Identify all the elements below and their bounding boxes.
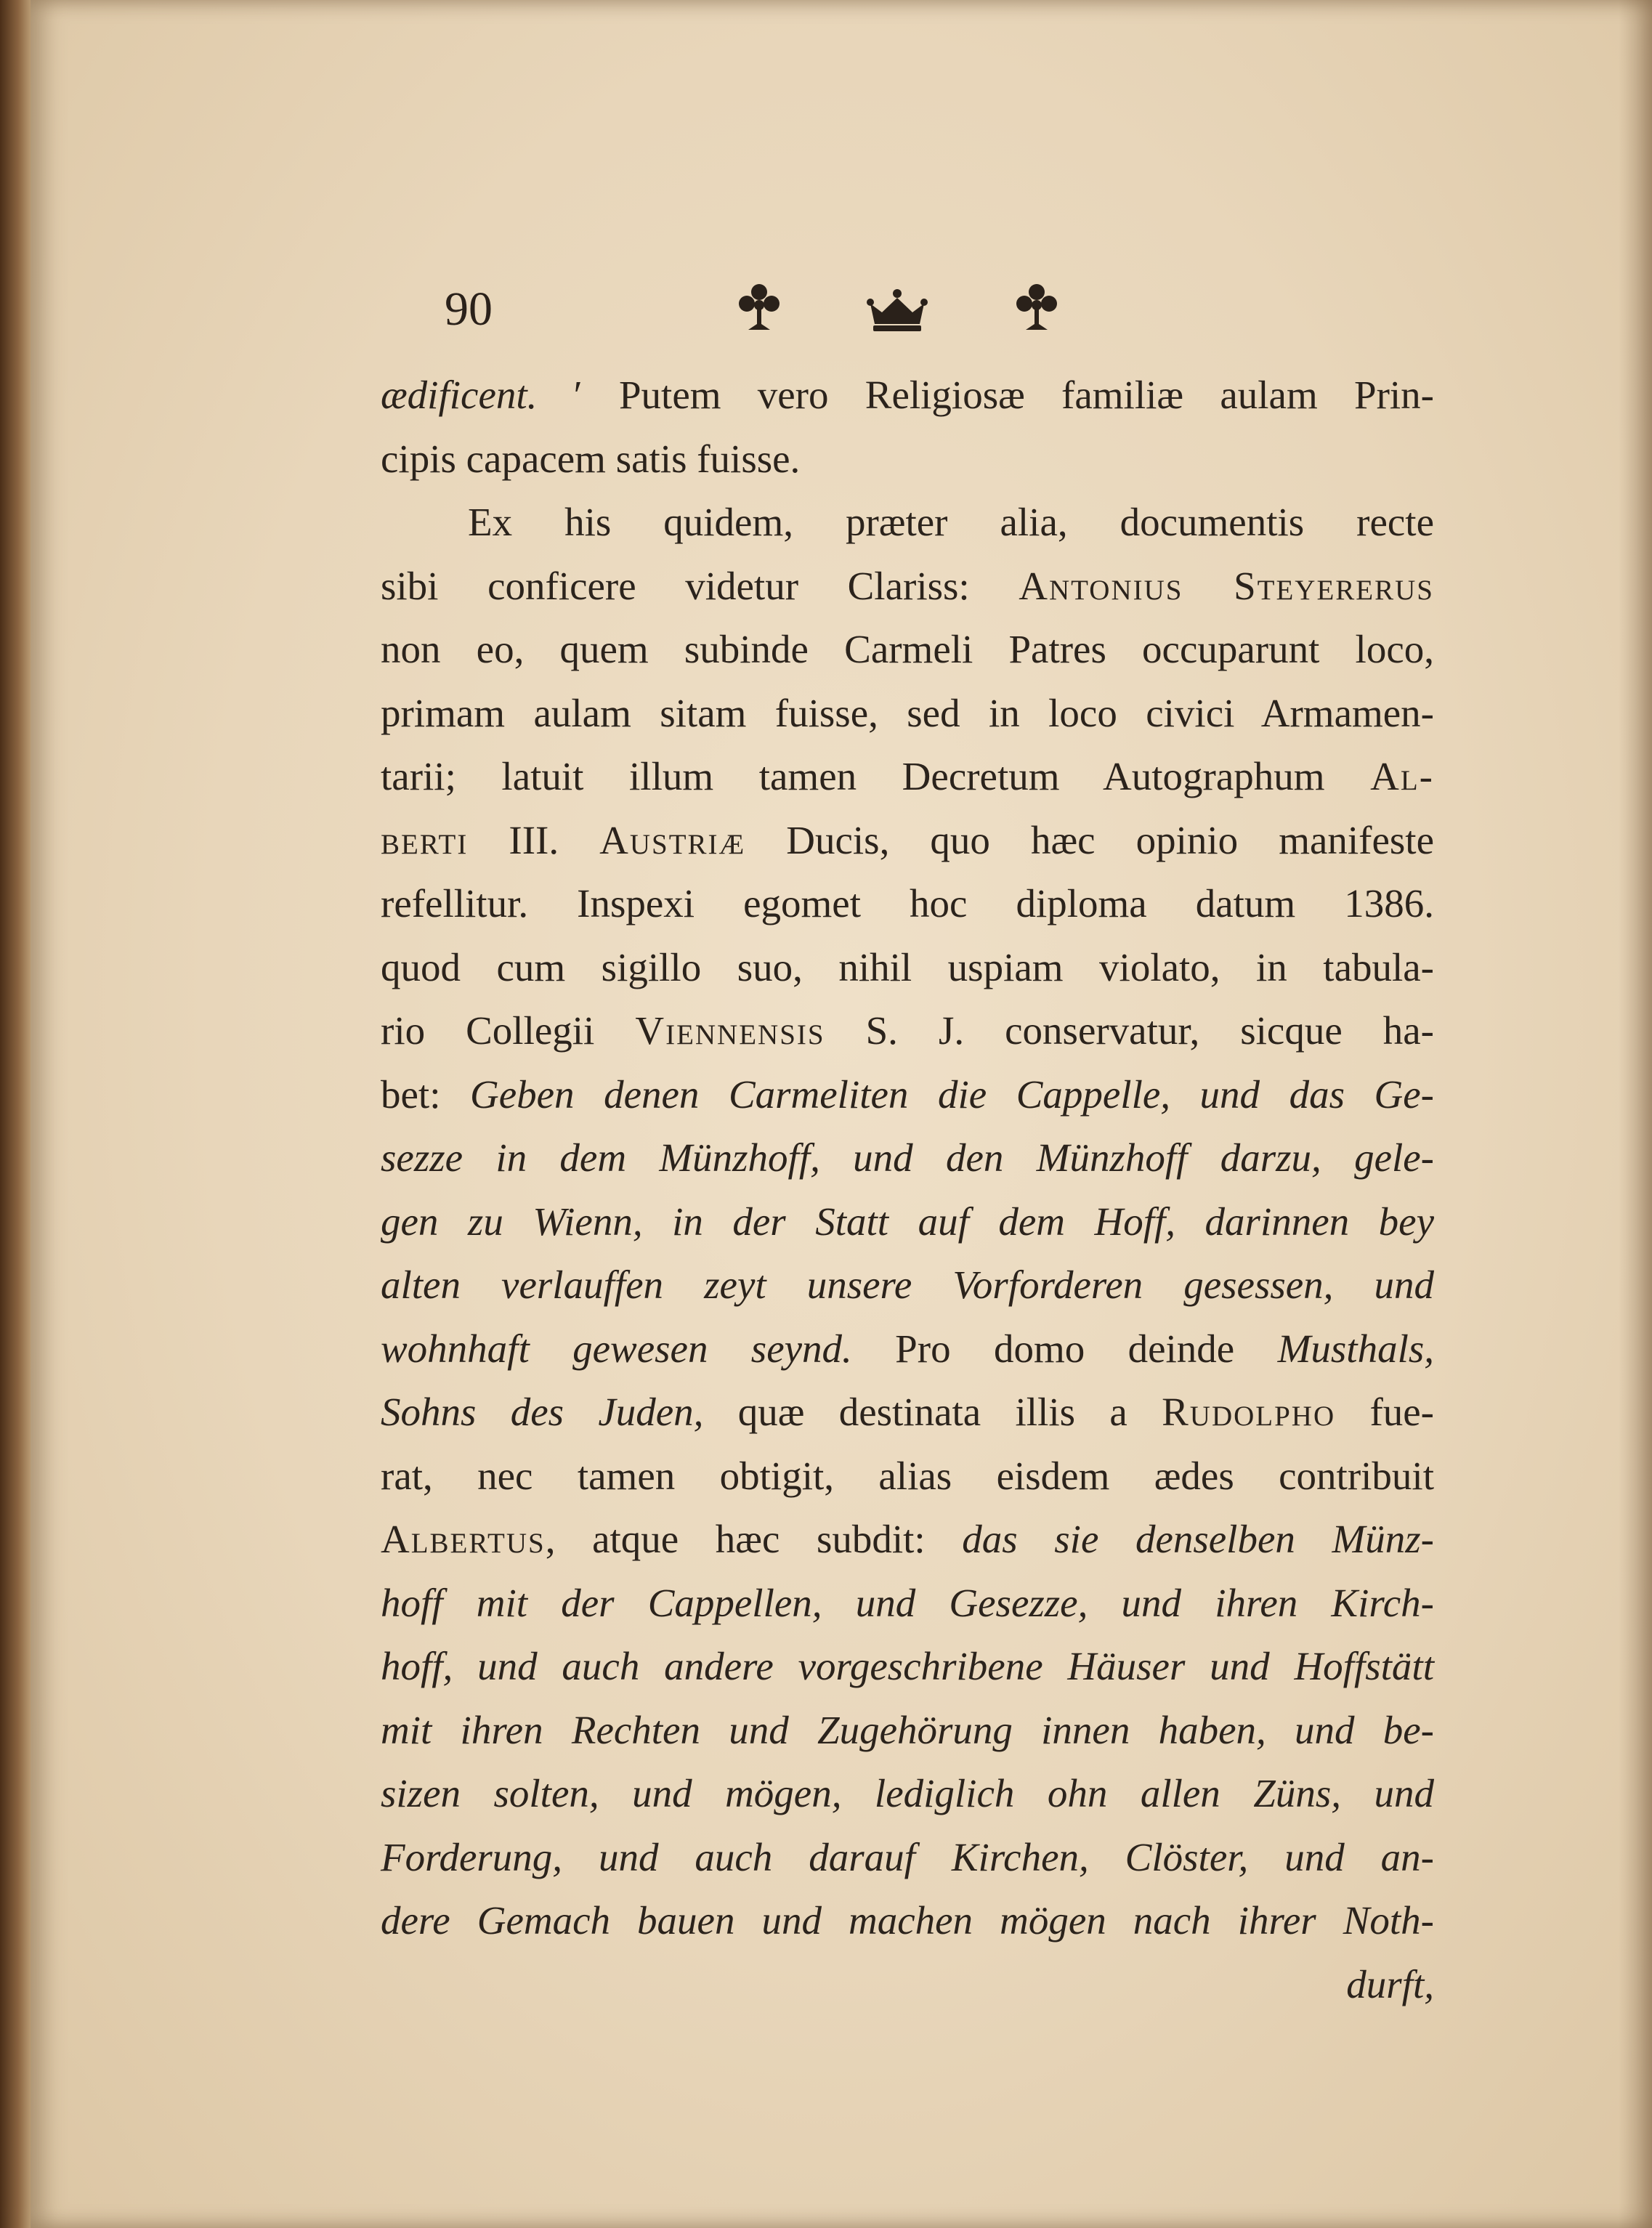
roman-text: quæ destinata illis a [703, 1390, 1162, 1434]
body-text [381, 363, 1434, 2016]
text-line [381, 1889, 1434, 1953]
fleuron-icon [1013, 282, 1061, 334]
italic-text: ædificent. [381, 373, 538, 417]
text-line [381, 1063, 1434, 1127]
roman-text: fue- [1335, 1390, 1434, 1434]
small-caps-text: Albertus [381, 1517, 546, 1561]
small-caps-text: Viennensis [635, 1008, 825, 1053]
roman-text: non eo, quem subinde Carmeli Patres occuparunt loco, [381, 627, 1434, 671]
italic-text: sizen solten, und mögen, lediglich ohn allen Züns, und [381, 1771, 1434, 1815]
italic-text: durft, [1346, 1961, 1434, 2006]
text-line [381, 1634, 1434, 1698]
italic-text: Musthals, [1277, 1326, 1435, 1371]
roman-text: Pro domo deinde [851, 1326, 1278, 1371]
roman-text: Ducis, quo hæc opinio manifeste [745, 817, 1434, 862]
text-line [381, 427, 1434, 491]
roman-text: bet: [381, 1072, 471, 1117]
text-line [381, 554, 1434, 618]
page-number: 90 [445, 283, 493, 336]
text-line [381, 617, 1434, 681]
roman-text: , atque hæc subdit: [545, 1517, 963, 1561]
text-line [381, 490, 1434, 554]
text-line [381, 1126, 1434, 1190]
text-line [381, 1826, 1434, 1889]
roman-text: Ex his quidem, præter alia, documentis recte [468, 500, 1434, 544]
italic-text: Forderung, und auch darauf Kirchen, Clöster, und an- [381, 1834, 1434, 1879]
fleuron-icon [735, 282, 783, 334]
book-spine [0, 0, 31, 2228]
crown-icon [866, 288, 928, 333]
text-line [381, 1190, 1434, 1254]
text-line [381, 745, 1434, 809]
book-page [31, 0, 1652, 2228]
roman-text: ′ Putem vero Religiosæ familiæ aulam Prin- [537, 373, 1434, 417]
roman-text: primam aulam sitam fuisse, sed in loco civici Armamen- [381, 690, 1434, 735]
small-caps-text: Rudolpho [1162, 1390, 1336, 1434]
italic-text: mit ihren Rechten und Zugehörung innen haben, und be- [381, 1707, 1434, 1752]
italic-text: Geben denen Carmeliten die Cappelle, und das Ge- [470, 1072, 1434, 1117]
roman-text: rat, nec tamen obtigit, alias eisdem ædes contribuit [381, 1453, 1434, 1498]
small-caps-text: Austriæ [599, 817, 746, 862]
roman-text: S. J. conservatur, sicque ha- [825, 1008, 1434, 1053]
text-line [381, 1317, 1434, 1381]
italic-text: wohnhaft gewesen seynd. [381, 1326, 852, 1371]
italic-text: Sohns des Juden, [381, 1390, 704, 1434]
text-line [381, 872, 1434, 936]
text-line [381, 1762, 1434, 1826]
italic-text: dere Gemach bauen und machen mögen nach ihrer Noth- [381, 1898, 1434, 1943]
text-line [381, 363, 1434, 427]
text-line [381, 1380, 1434, 1444]
page-header [445, 275, 1135, 347]
italic-text: hoff mit der Cappellen, und Gesezze, und ihren Kirch- [381, 1580, 1434, 1625]
roman-text: cipis capacem satis fuisse. [381, 436, 801, 481]
small-caps-text: Antonius Steyererus [1019, 563, 1434, 608]
text-line [381, 936, 1434, 1000]
roman-text: refellitur. Inspexi egomet hoc diploma datum 1386. [381, 881, 1434, 925]
text-line [381, 809, 1434, 872]
text-line [381, 1253, 1434, 1317]
roman-text: quod cum sigillo suo, nihil uspiam violato, in tabula- [381, 944, 1434, 989]
page-edge-shadow [1619, 0, 1652, 2228]
roman-text: rio Collegii [381, 1008, 636, 1053]
italic-text: sezze in dem Münzhoff, und den Münzhoff darzu, gele- [381, 1135, 1434, 1180]
italic-text: gen zu Wienn, in der Statt auf dem Hoff, darinnen bey [381, 1199, 1434, 1244]
text-line [381, 1698, 1434, 1762]
roman-text: sibi conficere videtur Clariss: [381, 563, 1019, 608]
italic-text: alten verlauffen zeyt unsere Vorforderen gesessen, und [381, 1263, 1434, 1307]
text-line [381, 681, 1434, 745]
text-line [381, 999, 1434, 1063]
text-line [381, 1444, 1434, 1508]
italic-text: das sie denselben Münz- [962, 1517, 1434, 1561]
roman-text: III. [468, 817, 600, 862]
text-line [381, 1507, 1434, 1571]
small-caps-text: berti [381, 817, 469, 862]
italic-text: hoff, und auch andere vorgeschribene Häuser und Hoffstätt [381, 1644, 1434, 1688]
text-line [381, 1953, 1434, 2017]
roman-text: tarii; latuit illum tamen Decretum Autographum [381, 754, 1371, 798]
small-caps-text: Al- [1370, 754, 1434, 798]
text-line [381, 1571, 1434, 1635]
